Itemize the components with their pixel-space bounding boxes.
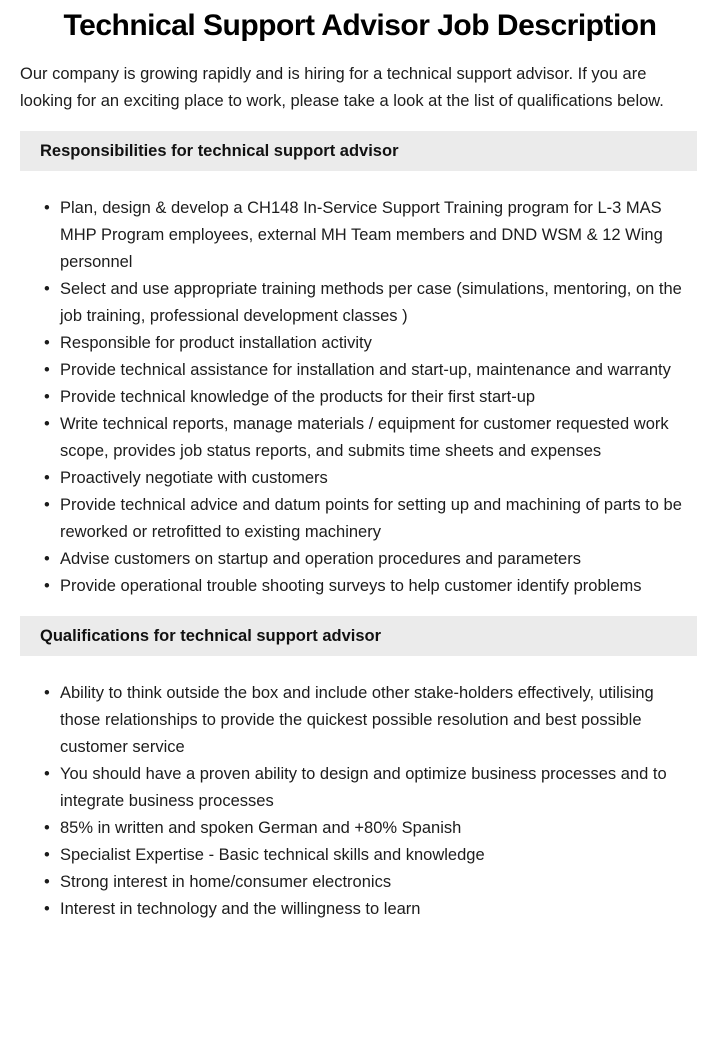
list-item: • Advise customers on startup and operation procedures and parameters xyxy=(60,546,694,573)
intro-paragraph: Our company is growing rapidly and is hiring for a technical support advisor. If you are looking for an exciting place to work, please take a look at the list of qualifications below. xyxy=(20,65,664,110)
section-header-qualifications xyxy=(20,616,697,656)
list-item: • Interest in technology and the willingness to learn xyxy=(60,896,694,923)
list-item: • Proactively negotiate with customers xyxy=(60,465,694,492)
list-item: • 85% in written and spoken German and +80% Spanish xyxy=(60,815,694,842)
section-header-responsibilities xyxy=(20,131,697,171)
list-item: • Select and use appropriate training methods per case (simulations, mentoring, on the job training, professional development classes ) xyxy=(60,276,694,330)
list-item: • Provide technical assistance for installation and start-up, maintenance and warranty xyxy=(60,357,694,384)
qualifications-list xyxy=(0,680,720,923)
section-heading: Responsibilities for technical support advisor xyxy=(40,141,399,160)
list-item: • Write technical reports, manage materials / equipment for customer requested work scope, provides job status reports, and submits time sheets and expenses xyxy=(60,411,694,465)
list-item: • Provide technical advice and datum points for setting up and machining of parts to be reworked or retrofitted to existing machinery xyxy=(60,492,694,546)
responsibilities-list xyxy=(0,195,720,600)
page-title: Technical Support Advisor Job Description xyxy=(63,9,657,42)
list-item: • Strong interest in home/consumer electronics xyxy=(60,869,694,896)
section-heading: Qualifications for technical support advisor xyxy=(40,626,382,645)
list-item: • You should have a proven ability to design and optimize business processes and to integrate business processes xyxy=(60,761,694,815)
list-item: • Provide technical knowledge of the products for their first start-up xyxy=(60,384,694,411)
list-item: • Provide operational trouble shooting surveys to help customer identify problems xyxy=(60,573,694,600)
list-item: • Ability to think outside the box and include other stake-holders effectively, utilising those relationships to provide the quickest possible resolution and best possible customer service xyxy=(60,680,694,761)
list-item: • Plan, design & develop a CH148 In-Service Support Training program for L-3 MAS MHP Program employees, external MH Team members and DND WSM & 12 Wing personnel xyxy=(60,195,694,276)
list-item: • Responsible for product installation activity xyxy=(60,330,694,357)
list-item: • Specialist Expertise - Basic technical skills and knowledge xyxy=(60,842,694,869)
